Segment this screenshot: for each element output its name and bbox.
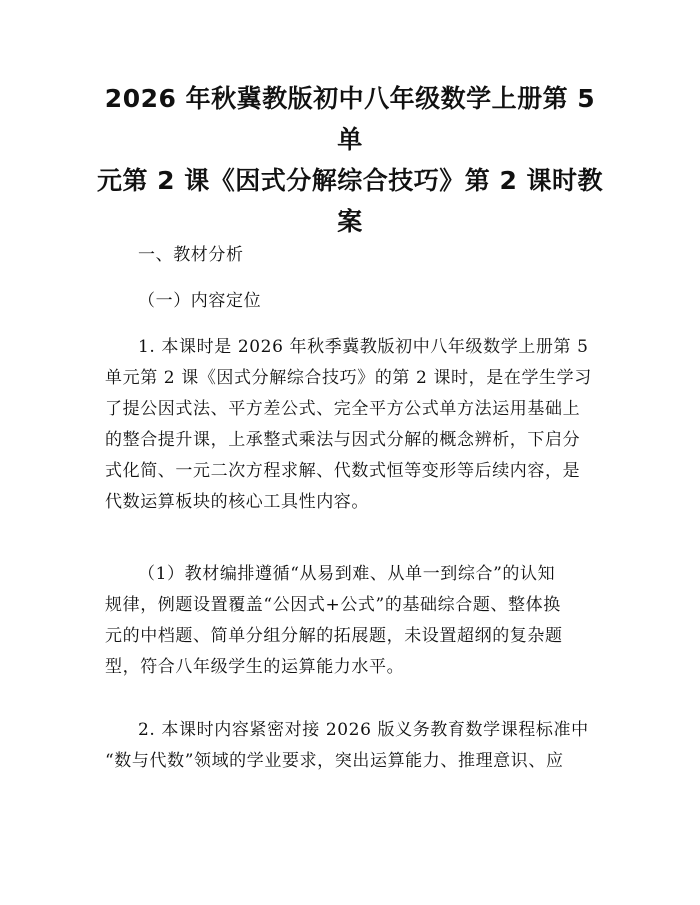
paragraph-line: （1）教材编排遵循“从易到难、从单一到综合”的认知 [138, 564, 556, 584]
section-heading-text: 一、教材分析 [138, 245, 244, 265]
paragraph-line: 了提公因式法、平方差公式、完全平方公式单方法运用基础上 [105, 399, 581, 419]
paragraph-line: 式化简、一元二次方程求解、代数式恒等变形等后续内容，是 [105, 461, 581, 481]
paragraph-2 [105, 559, 597, 683]
subsection-heading [105, 286, 630, 317]
paragraph-line: 的整合提升课，上承整式乘法与因式分解的概念辨析，下启分 [105, 430, 581, 450]
document-title [90, 78, 610, 242]
paragraph-line: 元的中档题、简单分组分解的拓展题，未设置超纲的复杂题 [105, 626, 563, 646]
paragraph-line: “数与代数”领域的学业要求，突出运算能力、推理意识、应 [105, 751, 564, 771]
paragraph-line: 1. 本课时是 2026 年秋季冀教版初中八年级数学上册第 5 [138, 337, 589, 357]
title-line: 案 [337, 207, 363, 236]
subsection-heading-text: （一）内容定位 [138, 291, 262, 311]
paragraph-line: 代数运算板块的核心工具性内容。 [105, 492, 369, 512]
paragraph-line: 型，符合八年级学生的运算能力水平。 [105, 657, 405, 677]
section-heading [105, 240, 630, 271]
paragraph-1 [105, 332, 597, 518]
title-line: 元第 2 课《因式分解综合技巧》第 2 课时教 [96, 166, 604, 195]
paragraph-line: 规律，例题设置覆盖“公因式+公式”的基础综合题、整体换 [105, 595, 561, 615]
title-line: 2026 年秋冀教版初中八年级数学上册第 5 单 [104, 84, 596, 154]
paragraph-line: 单元第 2 课《因式分解综合技巧》的第 2 课时，是在学生学习 [105, 368, 592, 388]
paragraph-3 [105, 715, 597, 777]
paragraph-line: 2. 本课时内容紧密对接 2026 版义务教育数学课程标准中 [138, 720, 589, 740]
